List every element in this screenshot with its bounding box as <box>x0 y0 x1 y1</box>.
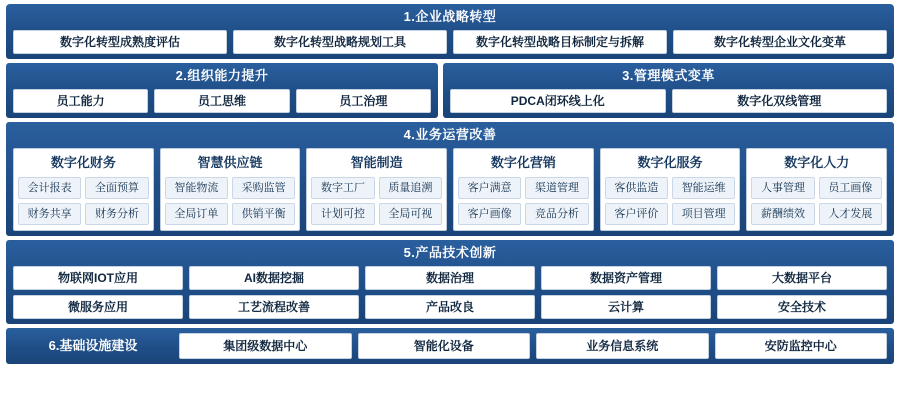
product-item[interactable]: 工艺流程改善 <box>189 295 359 319</box>
infrastructure-item[interactable]: 智能化设备 <box>358 333 531 359</box>
pillar-supply-chain <box>160 148 301 231</box>
layer-strategy-items <box>13 30 887 54</box>
layer-infrastructure <box>6 328 894 364</box>
pillar-item[interactable]: 智能物流 <box>165 177 228 199</box>
pillar-items <box>18 177 149 225</box>
pillar-item[interactable]: 数字工厂 <box>311 177 374 199</box>
pillar-title: 数字化营销 <box>490 155 556 170</box>
product-item[interactable]: 产品改良 <box>365 295 535 319</box>
layer-operations-title: 4.业务运营改善 <box>403 127 497 142</box>
product-item[interactable]: 物联网IOT应用 <box>13 266 183 290</box>
pillar-item[interactable]: 员工画像 <box>819 177 882 199</box>
layer-operations-pillars <box>13 148 887 231</box>
layer-strategy-title: 1.企业战略转型 <box>403 9 497 24</box>
strategy-item[interactable]: 数字化转型战略目标制定与拆解 <box>453 30 667 54</box>
management-item[interactable]: PDCA闭环线上化 <box>450 89 666 113</box>
product-item[interactable]: 安全技术 <box>717 295 887 319</box>
infrastructure-item[interactable]: 业务信息系统 <box>536 333 709 359</box>
pillar-item[interactable]: 全局订单 <box>165 203 228 225</box>
management-item[interactable]: 数字化双线管理 <box>672 89 888 113</box>
layer-management-items <box>450 89 887 113</box>
layer-operations <box>6 122 894 236</box>
layer-product-row-1 <box>13 266 887 290</box>
pillar-items <box>311 177 442 225</box>
pillar-item[interactable]: 计划可控 <box>311 203 374 225</box>
pillar-item[interactable]: 薪酬绩效 <box>751 203 814 225</box>
pillar-item[interactable]: 项目管理 <box>672 203 735 225</box>
pillar-manufacturing <box>306 148 447 231</box>
pillar-title: 数字化人力 <box>784 155 850 170</box>
pillar-items <box>605 177 736 225</box>
pillar-item[interactable]: 客户评价 <box>605 203 668 225</box>
pillar-item[interactable]: 智能运维 <box>672 177 735 199</box>
layer-organization-title: 2.组织能力提升 <box>175 68 269 83</box>
pillar-items <box>458 177 589 225</box>
product-item[interactable]: 微服务应用 <box>13 295 183 319</box>
layer-strategy <box>6 4 894 59</box>
pillar-item[interactable]: 全面预算 <box>85 177 148 199</box>
pillar-items <box>751 177 882 225</box>
layer-infrastructure-row <box>13 333 887 359</box>
pillar-item[interactable]: 渠道管理 <box>525 177 588 199</box>
layer-infrastructure-title: 6.基础设施建设 <box>48 338 138 353</box>
pillar-title: 智慧供应链 <box>197 155 263 170</box>
layer-product-row-2 <box>13 295 887 319</box>
pillar-item[interactable]: 客供监造 <box>605 177 668 199</box>
pillar-item[interactable]: 会计报表 <box>18 177 81 199</box>
pillar-item[interactable]: 人才发展 <box>819 203 882 225</box>
layer-organization <box>6 63 438 118</box>
pillar-marketing <box>453 148 594 231</box>
pillar-finance <box>13 148 154 231</box>
pillar-item[interactable]: 采购监管 <box>232 177 295 199</box>
layer-product <box>6 240 894 324</box>
pillar-title: 智能制造 <box>350 155 403 170</box>
layer-infrastructure-items <box>179 333 887 359</box>
layer-management-title: 3.管理模式变革 <box>622 68 715 83</box>
pillar-service <box>600 148 741 231</box>
pillar-title: 数字化服务 <box>637 155 703 170</box>
organization-item[interactable]: 员工能力 <box>13 89 148 113</box>
pillar-items <box>165 177 296 225</box>
pillar-item[interactable]: 人事管理 <box>751 177 814 199</box>
pillar-item[interactable]: 竞品分析 <box>525 203 588 225</box>
pillar-item[interactable]: 质量追溯 <box>379 177 442 199</box>
layer-product-title: 5.产品技术创新 <box>403 245 497 260</box>
pillar-item[interactable]: 客户画像 <box>458 203 521 225</box>
pillar-item[interactable]: 供销平衡 <box>232 203 295 225</box>
layer-management <box>443 63 894 118</box>
strategy-item[interactable]: 数字化转型企业文化变革 <box>673 30 887 54</box>
product-item[interactable]: 数据治理 <box>365 266 535 290</box>
pillar-item[interactable]: 全局可视 <box>379 203 442 225</box>
strategy-item[interactable]: 数字化转型成熟度评估 <box>13 30 227 54</box>
organization-item[interactable]: 员工治理 <box>296 89 431 113</box>
layer-organization-items <box>13 89 431 113</box>
pillar-item[interactable]: 财务分析 <box>85 203 148 225</box>
pillar-item[interactable]: 客户满意 <box>458 177 521 199</box>
product-item[interactable]: 云计算 <box>541 295 711 319</box>
infrastructure-item[interactable]: 集团级数据中心 <box>179 333 352 359</box>
pillar-hr <box>746 148 887 231</box>
product-item[interactable]: 数据资产管理 <box>541 266 711 290</box>
product-item[interactable]: 大数据平台 <box>717 266 887 290</box>
infrastructure-item[interactable]: 安防监控中心 <box>715 333 888 359</box>
product-item[interactable]: AI数据挖掘 <box>189 266 359 290</box>
pillar-title: 数字化财务 <box>50 155 116 170</box>
strategy-item[interactable]: 数字化转型战略规划工具 <box>233 30 447 54</box>
pillar-item[interactable]: 财务共享 <box>18 203 81 225</box>
organization-item[interactable]: 员工思维 <box>154 89 289 113</box>
layer-org-mgmt <box>6 63 894 118</box>
